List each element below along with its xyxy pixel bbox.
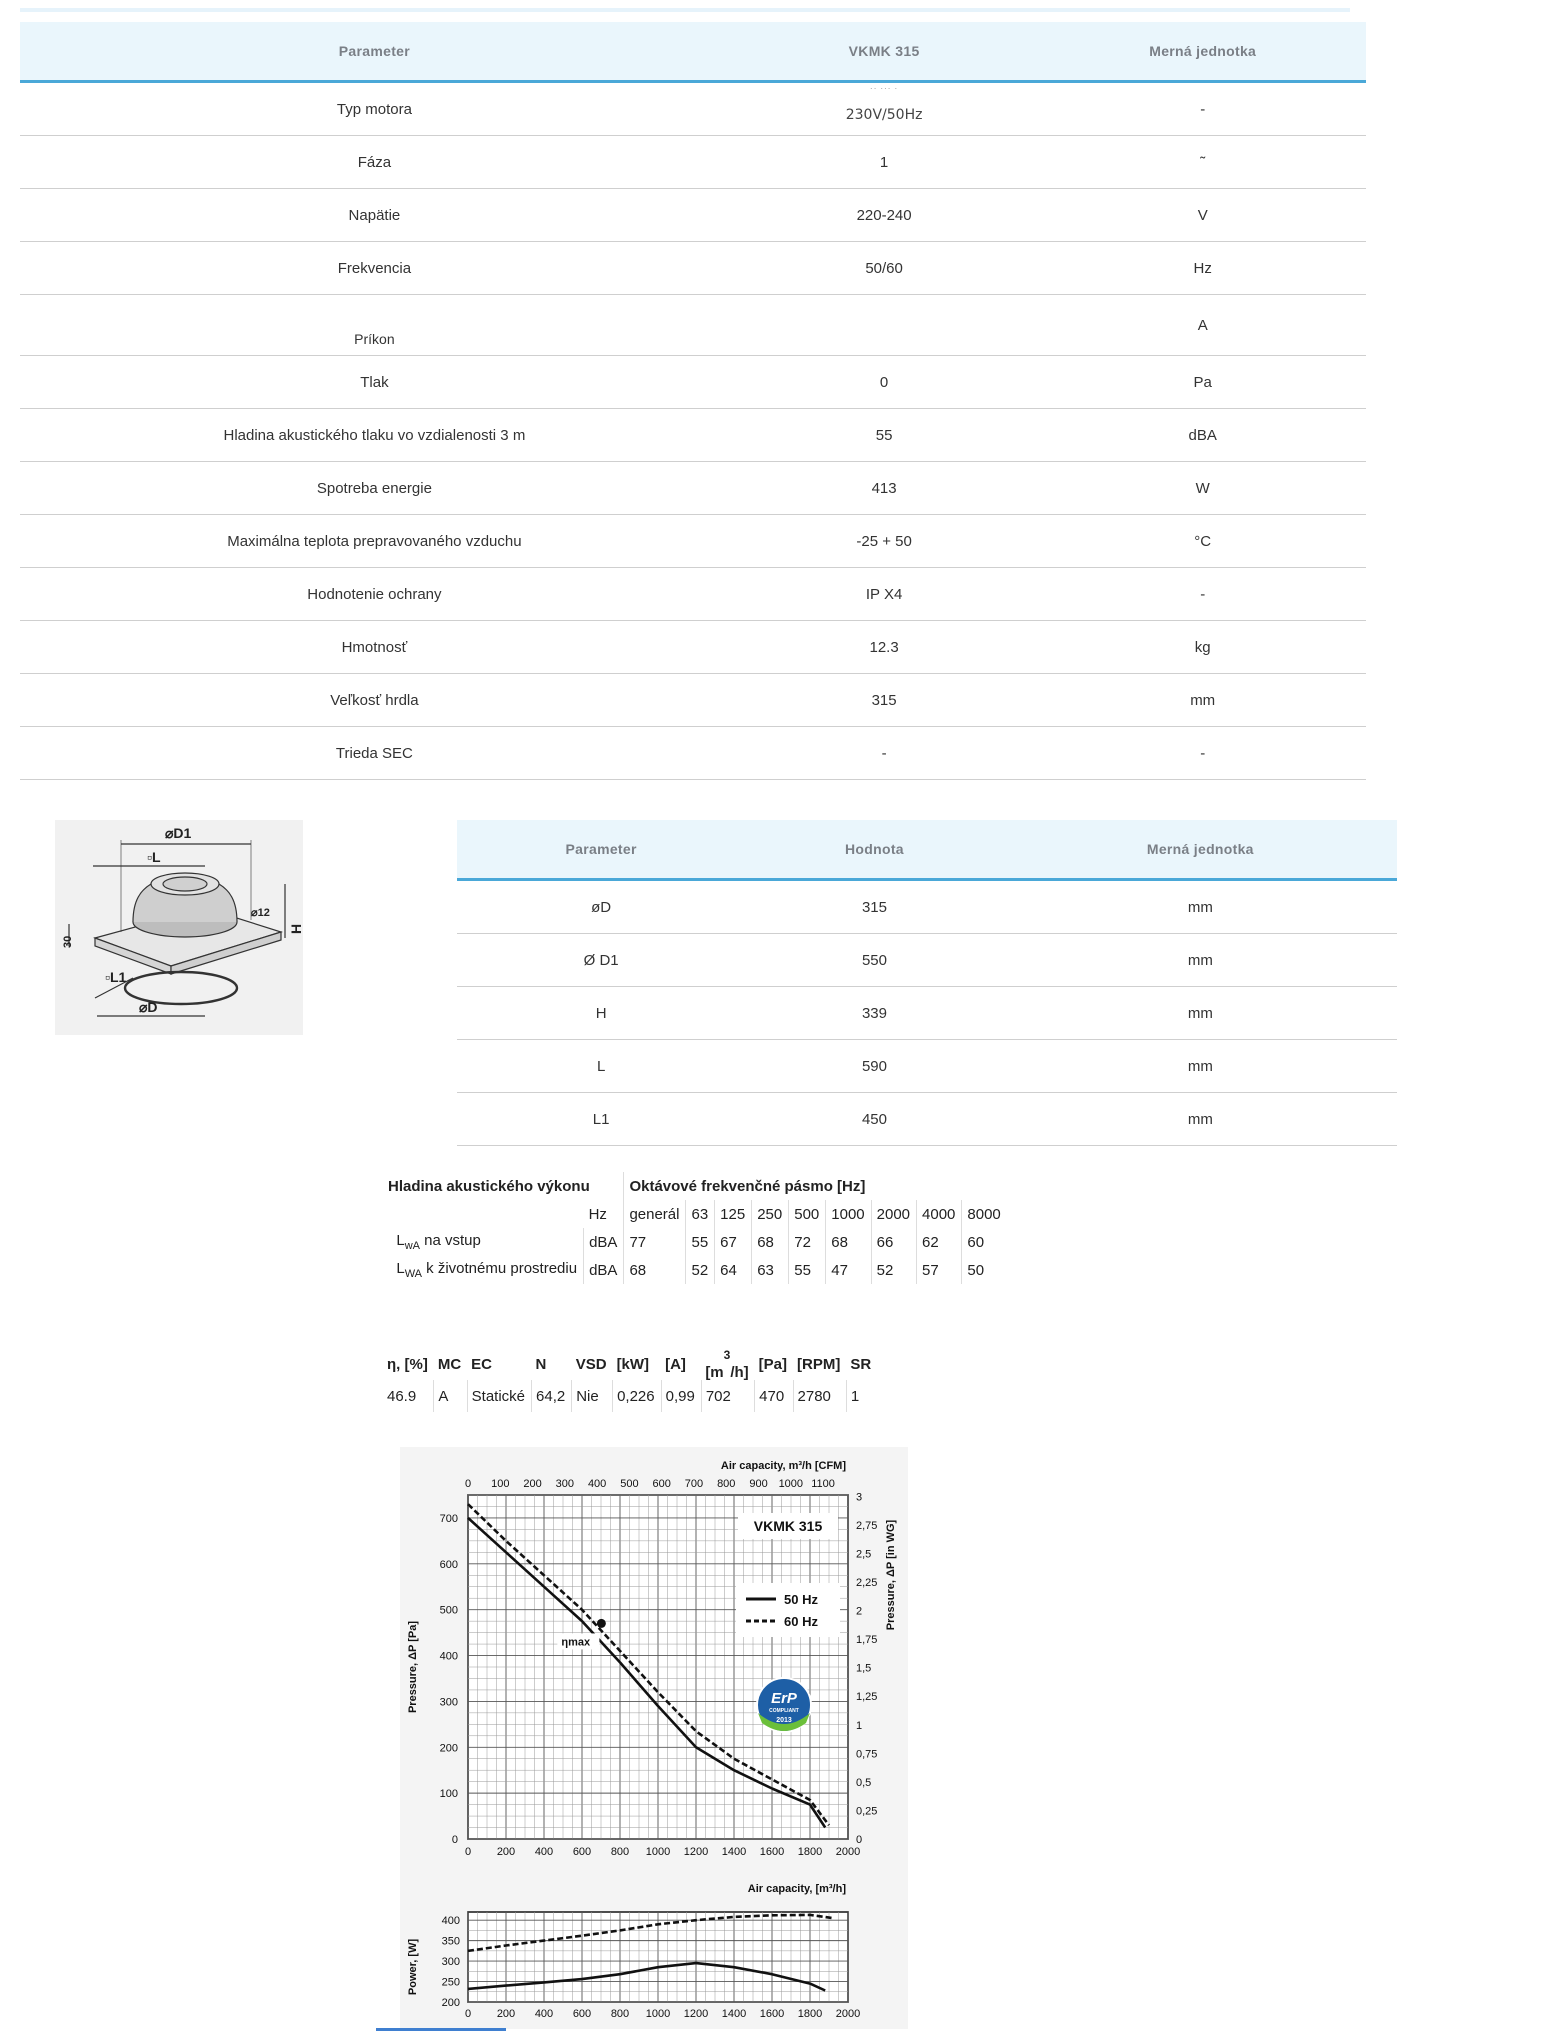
acoustic-row-inlet (383, 1228, 1007, 1256)
table-row (457, 987, 1397, 1040)
label-d1: ⌀D1 (165, 825, 192, 841)
y-right-tick-label: 0 (856, 1834, 863, 1846)
lwa-symbol: L (396, 1232, 405, 1249)
x-top-tick-label: 600 (652, 1478, 671, 1490)
row-value: 413 (729, 462, 1040, 515)
eff-header: [Pa] (758, 1355, 788, 1373)
row-unit: Hz (1039, 242, 1366, 295)
row-param: øD (457, 880, 745, 934)
band-cell: 8000 (962, 1200, 1007, 1228)
acoustic-title-row (383, 1172, 1007, 1200)
eff-header: MC (437, 1355, 462, 1373)
y-right-tick-label: 1 (856, 1719, 863, 1732)
header-parameter: Parameter (20, 22, 729, 82)
x-tick-label: 2000 (835, 1846, 861, 1858)
label-h: H (288, 923, 303, 934)
row-unit: °C (1039, 515, 1366, 568)
power-x-tick-label: 0 (464, 2008, 472, 2020)
y-tick-label: 400 (439, 1650, 458, 1663)
table-row (457, 880, 1397, 934)
table-row (20, 295, 1366, 356)
label-d: ⌀D (139, 999, 158, 1015)
row-param: Ø D1 (457, 934, 745, 987)
row-value (729, 82, 1040, 136)
row-value: 315 (729, 674, 1040, 727)
flow-exp: 3 (723, 1347, 731, 1362)
blue-underline (376, 2028, 506, 2031)
eff-header-flow (701, 1348, 754, 1380)
header-value: Hodnota (745, 820, 1003, 880)
eff-value: 1 (846, 1380, 877, 1412)
row-unit: W (1039, 462, 1366, 515)
power-x-tick-label: 1600 (759, 2008, 785, 2020)
row-param: Typ motora (20, 82, 729, 136)
value-cell: 55 (686, 1228, 715, 1256)
row-unit: mm (1004, 934, 1397, 987)
row-param: Hodnotenie ochrany (20, 568, 729, 621)
lwa-sub: wA (404, 1240, 420, 1252)
acoustic-table (383, 1172, 1007, 1284)
row-param: Frekvencia (20, 242, 729, 295)
x-tick-label: 800 (610, 1846, 630, 1858)
value-cell: 60 (962, 1228, 1007, 1256)
power-y-axis-label: Power, [W] (407, 1938, 419, 1996)
y-right-tick-label: 1,25 (856, 1691, 878, 1704)
row-param: Fáza (20, 136, 729, 189)
y-tick-label: 600 (439, 1558, 458, 1571)
power-x-tick-label: 400 (534, 2008, 554, 2020)
row-unit: ˜ (1039, 136, 1366, 189)
band-cell: 500 (789, 1200, 826, 1228)
eta-max-label: ηmax (561, 1636, 591, 1649)
flow-h: /h] (730, 1363, 749, 1381)
x-top-tick-label: 500 (620, 1478, 639, 1490)
y-right-axis-label: Pressure, ΔP [in WG] (885, 1519, 897, 1631)
main-spec-table (20, 22, 1366, 780)
table-row (457, 934, 1397, 987)
row-label-text: k životnému prostrediu (426, 1260, 578, 1277)
fan-drawing-svg (55, 820, 303, 1035)
eff-value: 470 (755, 1380, 793, 1412)
x-top-tick-label: 900 (749, 1478, 768, 1490)
erp-badge-year: 2013 (776, 1717, 792, 1724)
row-value: 0 (729, 356, 1040, 409)
x-tick-label: 200 (496, 1846, 516, 1858)
row-value: 50/60 (729, 242, 1040, 295)
table-row (457, 1040, 1397, 1093)
value-cell: 63 (752, 1256, 789, 1284)
value-cell: 66 (871, 1228, 916, 1256)
efficiency-table (383, 1348, 877, 1412)
x-top-tick-label: 800 (717, 1478, 736, 1490)
eff-header: [A] (665, 1355, 686, 1373)
hz-label: Hz (588, 1205, 607, 1223)
row-unit: dBA (584, 1228, 624, 1256)
band-cell: 2000 (871, 1200, 916, 1228)
value-cell: 52 (686, 1256, 715, 1284)
row-label-text: na vstup (424, 1232, 481, 1249)
row-value: 1 (729, 136, 1040, 189)
x-top-tick-label: 700 (684, 1478, 704, 1490)
value-cell: 72 (789, 1228, 826, 1256)
efficiency-value-row (383, 1380, 877, 1412)
row-param: Tlak (20, 356, 729, 409)
x-top-axis-label: Air capacity, m³/h [CFM] (720, 1460, 846, 1472)
performance-chart-svg (400, 1447, 908, 2029)
row-param: Hladina akustického tlaku vo vzdialenosti 3 m (20, 409, 729, 462)
row-param: Veľkosť hrdla (20, 674, 729, 727)
band-cell: 250 (752, 1200, 789, 1228)
x-top-tick-label: 300 (555, 1478, 575, 1490)
value-cell: 50 (962, 1256, 1007, 1284)
erp-badge-compliant: COMPLIANT (769, 1708, 799, 1714)
x-top-tick-label: 1100 (811, 1478, 835, 1490)
eff-header: [kW] (616, 1355, 650, 1373)
power-x-tick-label: 800 (610, 2008, 630, 2020)
header-model: VKMK 315 (729, 22, 1040, 82)
row-param: Hmotnosť (20, 621, 729, 674)
power-x-tick-label: 2000 (835, 2008, 861, 2020)
row-param: H (457, 987, 745, 1040)
y-right-tick-label: 0,25 (856, 1805, 878, 1818)
eff-value: Nie (572, 1380, 613, 1412)
band-cell: 4000 (917, 1200, 962, 1228)
motor-type-value: 230V/50Hz (845, 107, 923, 123)
label-l: ▫L (147, 849, 161, 865)
row-param: Trieda SEC (20, 727, 729, 780)
dimension-drawing (55, 820, 303, 1035)
row-value: IP X4 (729, 568, 1040, 621)
power-x-tick-label: 1800 (797, 2008, 823, 2020)
table-row (20, 462, 1366, 515)
label-l1: ▫L1 (105, 969, 127, 985)
band-cell: 1000 (826, 1200, 871, 1228)
eff-header: N (535, 1355, 547, 1373)
value-cell: 68 (752, 1228, 789, 1256)
x-top-tick-label: 400 (587, 1478, 607, 1490)
eff-value: 702 (701, 1380, 754, 1412)
x-tick-label: 1400 (721, 1846, 747, 1858)
row-unit: mm (1004, 1040, 1397, 1093)
y-tick-label: 700 (439, 1512, 458, 1525)
y-right-tick-label: 2,25 (856, 1577, 878, 1590)
value-cell: 68 (826, 1228, 871, 1256)
y-tick-label: 500 (439, 1604, 458, 1617)
power-y-tick-label: 200 (441, 1997, 460, 2009)
power-y-tick-label: 350 (441, 1935, 460, 1948)
power-x-tick-label: 1000 (645, 2008, 671, 2020)
row-param: Maximálna teplota prepravovaného vzduchu (20, 515, 729, 568)
x-top-tick-label: 200 (523, 1478, 542, 1490)
lwa-sub: WA (404, 1268, 422, 1280)
band-cell: 63 (686, 1200, 715, 1228)
row-value: 450 (745, 1093, 1003, 1146)
y-right-tick-label: 2,5 (856, 1548, 872, 1561)
table-row (20, 621, 1366, 674)
eff-value: 0,99 (661, 1380, 701, 1412)
eff-header: SR (850, 1355, 872, 1373)
row-value: - (729, 727, 1040, 780)
value-cell: 64 (715, 1256, 752, 1284)
table-row (20, 136, 1366, 189)
row-unit: - (1039, 568, 1366, 621)
eff-value: 0,226 (613, 1380, 662, 1412)
eta-max-point (597, 1619, 606, 1628)
eff-value: Statické (467, 1380, 531, 1412)
row-value: 55 (729, 409, 1040, 462)
row-unit: mm (1039, 674, 1366, 727)
row-label (383, 1256, 584, 1284)
y-right-tick-label: 1,75 (856, 1634, 878, 1647)
power-x-tick-label: 600 (572, 2008, 592, 2020)
row-unit: - (1039, 82, 1366, 136)
header-parameter: Parameter (457, 820, 745, 880)
eff-header: η, [%] (387, 1355, 428, 1373)
band-title: Oktávové frekvenčné pásmo [Hz] (624, 1172, 1007, 1200)
table-row (20, 515, 1366, 568)
row-unit: V (1039, 189, 1366, 242)
row-unit: kg (1039, 621, 1366, 674)
eff-header: VSD (575, 1355, 607, 1373)
row-value: 590 (745, 1040, 1003, 1093)
x-tick-label: 1800 (797, 1846, 823, 1858)
value-cell: 68 (624, 1256, 686, 1284)
table-row (20, 356, 1366, 409)
table-row (20, 189, 1366, 242)
eff-value: 64,2 (532, 1380, 572, 1412)
row-unit: Pa (1039, 356, 1366, 409)
row-unit: mm (1004, 1093, 1397, 1146)
value-cell: 55 (789, 1256, 826, 1284)
efficiency-header-row (383, 1348, 877, 1380)
acoustic-row-environment (383, 1256, 1007, 1284)
label-30: 30 (62, 935, 74, 948)
value-cell: 77 (624, 1228, 686, 1256)
table-row (20, 82, 1366, 136)
y-tick-label: 200 (439, 1742, 458, 1755)
eff-value: A (434, 1380, 467, 1412)
row-value: 339 (745, 987, 1003, 1040)
row-param: Napätie (20, 189, 729, 242)
value-cell: 62 (917, 1228, 962, 1256)
table-row (20, 568, 1366, 621)
y-right-tick-label: 0,75 (856, 1748, 878, 1761)
row-value (729, 295, 1040, 356)
power-x-tick-label: 1400 (721, 2008, 747, 2020)
power-y-tick-label: 300 (441, 1956, 460, 1969)
table-row (20, 409, 1366, 462)
flow-m: [m (705, 1363, 724, 1381)
top-divider (20, 8, 1350, 12)
performance-chart (400, 1447, 908, 2029)
row-value: 12.3 (729, 621, 1040, 674)
x-tick-label: 1600 (759, 1846, 785, 1858)
x-top-tick-label: 0 (464, 1478, 472, 1490)
x-tick-label: 400 (534, 1846, 554, 1858)
value-cell: 47 (826, 1256, 871, 1284)
fan-top-inner (163, 877, 207, 891)
row-unit: mm (1004, 880, 1397, 934)
row-unit: dBA (1039, 409, 1366, 462)
x-tick-label: 1200 (683, 1846, 709, 1858)
legend-label: 60 Hz (784, 1614, 818, 1629)
table-row (20, 727, 1366, 780)
x-top-tick-label: 100 (491, 1478, 510, 1490)
row-unit: - (1039, 727, 1366, 780)
erp-badge-text: ErP (771, 1690, 797, 1707)
eff-header: EC (471, 1355, 492, 1373)
row-value: 315 (745, 880, 1003, 934)
dim-table-header (457, 820, 1397, 880)
y-tick-label: 100 (439, 1788, 458, 1801)
x-tick-label: 600 (572, 1846, 592, 1858)
y-right-tick-label: 2 (856, 1605, 863, 1618)
row-param: Spotreba energie (20, 462, 729, 515)
row-label (383, 1228, 584, 1256)
table-row (457, 1093, 1397, 1146)
eff-value: 46.9 (387, 1387, 417, 1405)
row-unit: A (1039, 295, 1366, 356)
x-tick-label: 1000 (645, 1846, 671, 1858)
row-param: L (457, 1040, 745, 1093)
band-cell: 125 (715, 1200, 752, 1228)
legend-label: 50 Hz (784, 1592, 818, 1607)
acoustic-title: Hladina akustického výkonu (388, 1177, 590, 1195)
value-cell: 57 (917, 1256, 962, 1284)
value-cell: 67 (715, 1228, 752, 1256)
dimension-table (457, 820, 1397, 1146)
row-unit: mm (1004, 987, 1397, 1040)
row-value: 220-240 (729, 189, 1040, 242)
main-table-header (20, 22, 1366, 82)
lwa-symbol: L (396, 1260, 405, 1277)
ghost-text: ˙˙ ˙˙˙ ˙ (870, 87, 899, 99)
eff-value: 2780 (793, 1380, 846, 1412)
band-cell: generál (624, 1200, 686, 1228)
x-tick-label: 0 (464, 1846, 472, 1858)
y-right-tick-label: 0,5 (856, 1776, 872, 1789)
row-param: Príkon (20, 295, 729, 356)
header-unit: Merná jednotka (1004, 820, 1397, 880)
row-value: -25 + 50 (729, 515, 1040, 568)
header-unit: Merná jednotka (1039, 22, 1366, 82)
acoustic-band-row (383, 1200, 1007, 1228)
x-top-tick-label: 1000 (778, 1478, 804, 1490)
row-unit: dBA (584, 1256, 624, 1284)
y-axis-label: Pressure, ΔP [Pa] (407, 1620, 419, 1714)
y-right-tick-label: 1,5 (856, 1662, 872, 1675)
row-param: L1 (457, 1093, 745, 1146)
power-y-tick-label: 400 (441, 1915, 460, 1928)
power-x-top-label: Air capacity, [m³/h] (747, 1883, 846, 1895)
row-value: 550 (745, 934, 1003, 987)
y-tick-label: 0 (451, 1834, 458, 1846)
y-right-tick-label: 2,75 (856, 1519, 878, 1532)
label-phi12: ⌀12 (251, 907, 270, 919)
value-cell: 52 (871, 1256, 916, 1284)
table-row (20, 242, 1366, 295)
power-y-tick-label: 250 (441, 1976, 460, 1989)
power-x-tick-label: 200 (496, 2008, 516, 2020)
y-tick-label: 300 (439, 1696, 458, 1709)
y-right-tick-label: 3 (856, 1491, 863, 1504)
chart-title: VKMK 315 (753, 1518, 823, 1534)
power-x-tick-label: 1200 (683, 2008, 709, 2020)
table-row (20, 674, 1366, 727)
eff-header: [RPM] (797, 1355, 841, 1373)
